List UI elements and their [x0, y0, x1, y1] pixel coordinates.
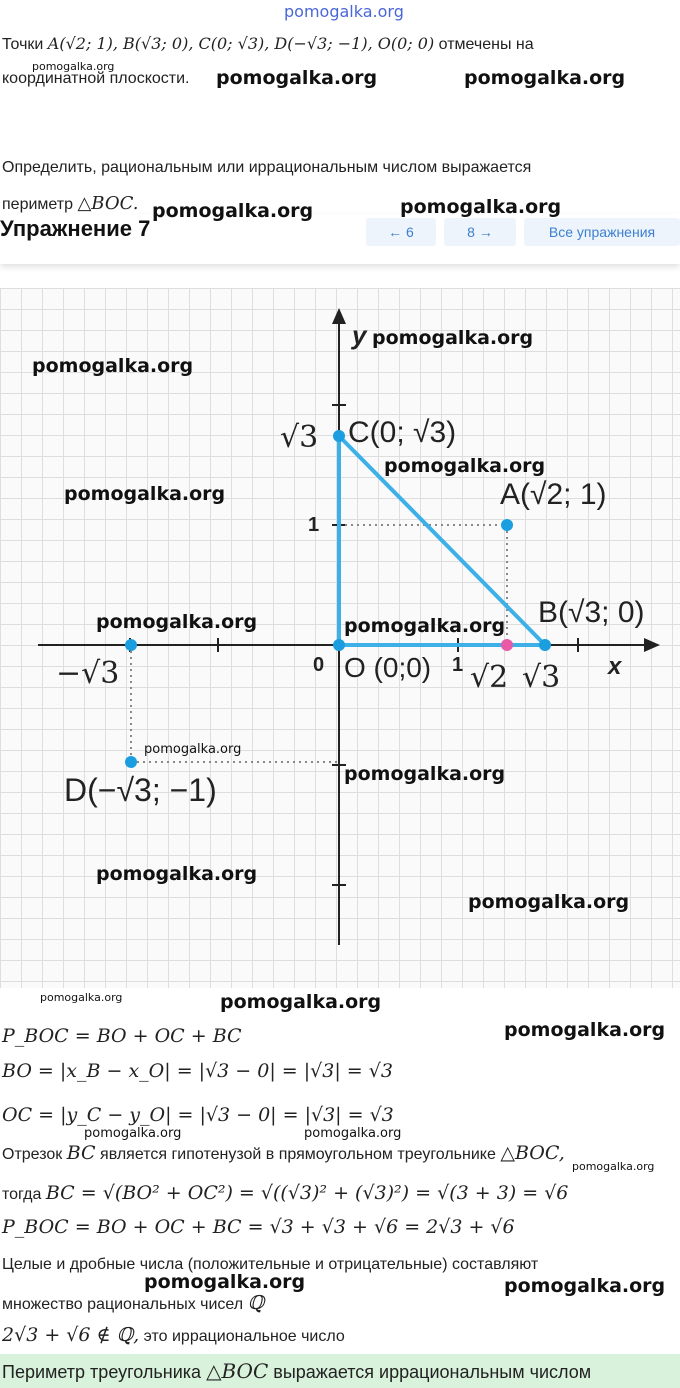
- label-B: B(√3; 0): [538, 596, 645, 629]
- next-exercise-button[interactable]: 8 →: [444, 218, 516, 246]
- conclusion: [2, 1359, 591, 1383]
- task-triangle: △BOC.: [77, 193, 139, 214]
- perimeter-value: P_BOC = BO + OC + BC = √3 + √3 + √6 = 2√3 + √6: [2, 1216, 515, 1238]
- hyp-triangle: △BOC,: [500, 1142, 565, 1164]
- label-D: D(−√3; −1): [64, 772, 217, 808]
- watermark: pomogalka.org: [220, 991, 382, 1013]
- intro-prefix: Точки: [2, 36, 44, 53]
- conclusion-prefix: Периметр треугольника: [2, 1362, 202, 1382]
- prev-exercise-button[interactable]: ← 6: [366, 218, 436, 246]
- watermark: pomogalka.org: [152, 200, 314, 222]
- point-O: [333, 639, 345, 651]
- watermark: pomogalka.org: [32, 355, 194, 377]
- watermark: pomogalka.org: [84, 1126, 182, 1141]
- watermark: pomogalka.org: [344, 763, 506, 785]
- conclusion-suffix: выражается иррациональным числом: [273, 1362, 592, 1382]
- watermark: pomogalka.org: [572, 1160, 655, 1173]
- perimeter-formula: P_BOC = BO + OC + BC: [2, 1025, 242, 1047]
- label-C: C(0; √3): [348, 416, 457, 449]
- rational-symbol: ℚ: [247, 1292, 265, 1314]
- tick-label-sqrt3-y: √3: [280, 420, 319, 455]
- point-sqrt2: [501, 639, 513, 651]
- tick-label-0: 0: [313, 654, 325, 676]
- conclusion-triangle: △BOC: [206, 1359, 269, 1383]
- irrational-math: 2√3 + √6 ∉ ℚ,: [2, 1324, 140, 1346]
- rational-text: множество рациональных чисел: [2, 1296, 244, 1313]
- watermark: pomogalka.org: [464, 67, 626, 89]
- watermark: pomogalka.org: [216, 67, 378, 89]
- watermark: pomogalka.org: [304, 1126, 402, 1141]
- tick-label-sqrt2-x: √2: [470, 660, 509, 695]
- watermark: pomogalka.org: [96, 611, 258, 633]
- watermark: pomogalka.org: [40, 991, 123, 1004]
- y-axis-label: y: [352, 320, 367, 350]
- point-D: [125, 756, 137, 768]
- tick-label-sqrt3-x: √3: [522, 660, 561, 695]
- watermark: pomogalka.org: [504, 1275, 666, 1297]
- hyp-prefix: Отрезок: [2, 1146, 63, 1163]
- watermark: pomogalka.org: [400, 196, 562, 218]
- watermark: pomogalka.org: [96, 863, 258, 885]
- intro-suffix: отмечены на: [438, 36, 534, 53]
- oc-formula: OC = |y_C − y_O| = |√3 − 0| = |√3| = √3: [2, 1104, 394, 1126]
- point-neg-sqrt3: [125, 639, 137, 651]
- hypotenuse-line: [2, 1142, 565, 1164]
- rational-line-1: Целые и дробные числа (положительные и отрицательные) составляют: [2, 1256, 539, 1273]
- tick-label-1-x: 1: [452, 654, 464, 676]
- point-C: [333, 430, 345, 442]
- watermark: pomogalka.org: [384, 455, 546, 477]
- label-O: O (0;0): [344, 652, 432, 683]
- watermark: pomogalka.org: [144, 742, 242, 757]
- hyp-text: является гипотенузой в прямоугольном треугольнике: [100, 1146, 496, 1163]
- point-A: [501, 519, 513, 531]
- label-A: A(√2; 1): [500, 478, 607, 511]
- x-axis-label: x: [608, 653, 622, 680]
- intro-points: A(√2; 1), B(√3; 0), C(0; √3), D(−√3; −1), O(0; 0): [47, 34, 435, 53]
- task-line-1: Определить, рациональным или иррациональным числом выражается: [2, 159, 532, 176]
- watermark: pomogalka.org: [144, 1271, 306, 1293]
- bc-line: [2, 1182, 568, 1204]
- watermark: pomogalka.org: [468, 891, 630, 913]
- watermark: pomogalka.org: [64, 483, 226, 505]
- tick-label-1-y: 1: [308, 514, 320, 536]
- watermark: pomogalka.org: [504, 1019, 666, 1041]
- all-exercises-button[interactable]: Все упражнения: [524, 218, 680, 246]
- watermark: pomogalka.org: [32, 60, 115, 73]
- then-prefix: тогда: [2, 1186, 42, 1203]
- point-B: [539, 639, 551, 651]
- rational-line-2: [2, 1292, 264, 1314]
- y-axis-arrow: [332, 308, 346, 324]
- hyp-segment: BC: [66, 1142, 96, 1164]
- bo-formula: BO = |x_B − x_O| = |√3 − 0| = |√3| = √3: [2, 1060, 393, 1082]
- watermark-top: pomogalka.org: [284, 2, 404, 21]
- irrational-line: [2, 1324, 345, 1346]
- intro-line-2: координатной плоскости.: [2, 70, 190, 87]
- bc-formula: BC = √(BO² + OC²) = √((√3)² + (√3)²) = √(3 + 3) = √6: [45, 1182, 569, 1204]
- x-axis-arrow: [644, 638, 660, 652]
- tick-label-neg-sqrt3-x: −√3: [56, 656, 120, 691]
- watermark: pomogalka.org: [372, 327, 534, 349]
- exercise-title: Упражнение 7: [0, 216, 151, 241]
- watermark: pomogalka.org: [344, 615, 506, 637]
- irrational-text: это иррациональное число: [143, 1328, 345, 1345]
- task-prefix: периметр: [2, 196, 73, 213]
